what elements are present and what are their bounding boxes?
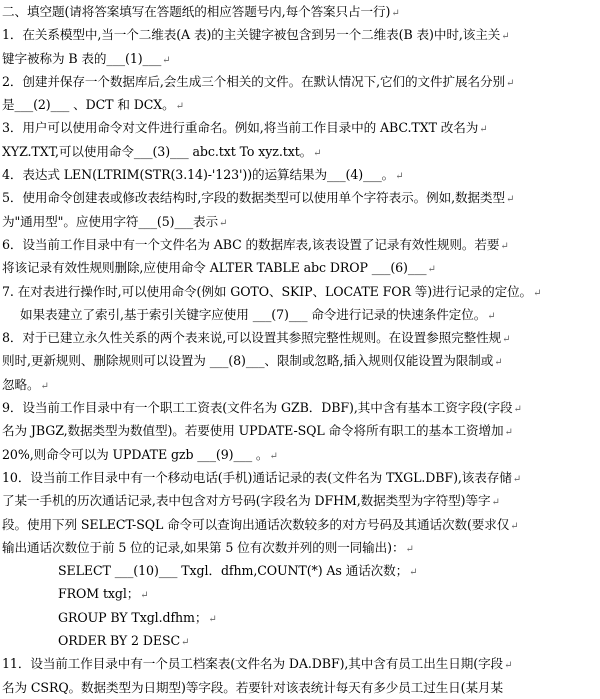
paragraph-mark-icon: ↵ [501,31,510,43]
sql-line-group-by [2,606,598,629]
line-text: 1．在关系模型中,当一个二维表(A 表)的主关键字被包含到另一个二维表(B 表)中时,该主关 [2,27,501,43]
question-9-line-2 [2,419,598,442]
question-7-line-1 [2,280,598,303]
paragraph-mark-icon: ↵ [512,473,522,485]
exam-fill-in-section [2,0,598,699]
question-3-line-1 [2,116,598,139]
line-text: 6．设当前工作目录中有一个文件名为 ABC 的数据库表,该表设置了记录有效性规则。若要 [2,236,500,252]
paragraph-mark-icon: ↵ [505,194,515,206]
paragraph-mark-icon: ↵ [175,101,184,113]
paragraph-mark-icon: ↵ [208,613,217,625]
line-text: ORDER BY 2 DESC [58,633,181,649]
question-10-line-1 [2,466,598,489]
line-text: 为"通用型"。应使用字符___(5)___表示 [2,213,219,229]
paragraph-mark-icon: ↵ [510,520,519,532]
paragraph-mark-icon: ↵ [40,380,49,392]
sql-line-from [2,582,598,605]
question-2-line-2 [2,93,598,116]
line-text: 则时,更新规则、删除规则可以设置为 ___(8)___、限制或忽略,插入规则仅能设置为限制或 [2,353,494,369]
paragraph-mark-icon: ↵ [500,240,509,252]
paragraph-mark-icon: ↵ [391,8,400,19]
paragraph-mark-icon: ↵ [504,427,513,439]
paragraph-mark-icon: ↵ [505,77,515,89]
paragraph-mark-icon: ↵ [533,287,542,299]
line-text: 键字被称为 B 表的___(1)___ [2,50,162,66]
paragraph-mark-icon: ↵ [395,171,404,183]
line-text: 段。使用下列 SELECT-SQL 命令可以查询出通话次数较多的对方号码及其通话次数(要求仅 [2,516,510,532]
question-11-line-2 [2,676,598,699]
paragraph-mark-icon: ↵ [487,310,496,322]
question-5-line-2 [2,210,598,233]
line-text: FROM txgl； [58,586,140,602]
question-5-line-1 [2,186,598,209]
paragraph-mark-icon: ↵ [162,54,171,66]
question-3-line-2 [2,140,598,163]
paragraph-mark-icon: ↵ [409,567,418,579]
line-text: 是___(2)___ 、DCT 和 DCX。 [2,97,175,113]
line-text: 忽略。 [2,376,40,392]
line-text: 10．设当前工作目录中有一个移动电话(手机)通话记录的表(文件名为 TXGL.DBF),该表存储 [2,469,512,485]
paragraph-mark-icon: ↵ [479,124,488,136]
paragraph-mark-icon: ↵ [140,590,149,602]
line-text: 输出通话次数位于前 5 位的记录,如果第 5 位有次数并列的则一同输出)： [2,539,405,555]
paragraph-mark-icon: ↵ [219,217,228,229]
line-text: 如果表建立了索引,基于索引关键字应使用 ___(7)___ 命令进行记录的快速条件定位。 [20,306,487,322]
line-text: SELECT ___(10)___ Txgl．dfhm,COUNT(*) As 通话次数； [58,563,409,579]
paragraph-mark-icon: ↵ [494,357,503,369]
paragraph-mark-icon: ↵ [491,497,500,509]
question-10-line-3 [2,513,598,536]
paragraph-mark-icon: ↵ [502,334,511,346]
line-text: 11．设当前工作目录中有一个员工档案表(文件名为 DA.DBF),其中含有员工出生日期(字段 [2,656,504,672]
line-text: 2．创建并保存一个数据库后,会生成三个相关的文件。在默认情况下,它们的文件扩展名分别 [2,73,505,89]
question-11-line-1 [2,652,598,675]
question-6-line-1 [2,233,598,256]
sql-line-select [2,559,598,582]
question-9-line-3 [2,443,598,466]
line-text: 5．使用命令创建表或修改表结构时,字段的数据类型可以使用单个字符表示。例如,数据类型 [2,190,505,206]
paragraph-mark-icon: ↵ [313,147,322,159]
paragraph-mark-icon: ↵ [427,264,436,276]
section-heading [2,0,598,23]
line-text: 3．用户可以使用命令对文件进行重命名。例如,将当前工作目录中的 ABC.TXT 改名为 [2,120,479,136]
question-1-line-2 [2,47,598,70]
paragraph-mark-icon: ↵ [504,660,513,672]
question-6-line-2 [2,256,598,279]
question-9-line-1 [2,396,598,419]
question-10-line-2 [2,489,598,512]
line-text: 将该记录有效性规则删除,应使用命令 ALTER TABLE abc DROP ___(6)___ [2,260,427,276]
question-1-line-1 [2,23,598,46]
question-10-line-4 [2,536,598,559]
line-text: 20%,则命令可以为 UPDATE gzb ___(9)___ 。 [2,446,269,462]
question-7-line-2 [2,303,598,326]
paragraph-mark-icon: ↵ [513,404,522,416]
question-8-line-1 [2,326,598,349]
line-text: 8．对于已建立永久性关系的两个表来说,可以设置其参照完整性规则。在设置参照完整性规 [2,330,502,346]
line-text: GROUP BY Txgl.dfhm； [58,609,208,625]
question-8-line-2 [2,349,598,372]
line-text: XYZ.TXT,可以使用命令___(3)___ abc.txt To xyz.txt。 [2,143,313,159]
line-text: 二、填空题(请将答案填写在答题纸的相应答题号内,每个答案只占一行) [2,4,391,19]
paragraph-mark-icon: ↵ [405,543,414,555]
question-4-line-1 [2,163,598,186]
line-text: 了某一手机的历次通话记录,表中包含对方号码(字段名为 DFHM,数据类型为字符型)等字 [2,493,491,509]
question-2-line-1 [2,70,598,93]
paragraph-mark-icon: ↵ [181,637,190,649]
line-text: 名为 CSRQ。数据类型为日期型)等字段。若要针对该表统计每天有多少员工过生日(某月某 [2,679,503,695]
line-text: 名为 JBGZ,数据类型为数值型)。若要使用 UPDATE-SQL 命令将所有职工的基本工资增加 [2,423,504,439]
line-text: 4．表达式 LEN(LTRIM(STR(3.14)-'123'))的运算结果为___(4)___。 [2,167,395,183]
paragraph-mark-icon: ↵ [269,450,278,462]
question-8-line-3 [2,373,598,396]
line-text: 9．设当前工作目录中有一个职工工资表(文件名为 GZB．DBF),其中含有基本工资字段(字段 [2,400,513,416]
line-text: 7. 在对表进行操作时,可以使用命令(例如 GOTO、SKIP、LOCATE FOR 等)进行记录的定位。 [2,283,533,299]
sql-line-order-by [2,629,598,652]
